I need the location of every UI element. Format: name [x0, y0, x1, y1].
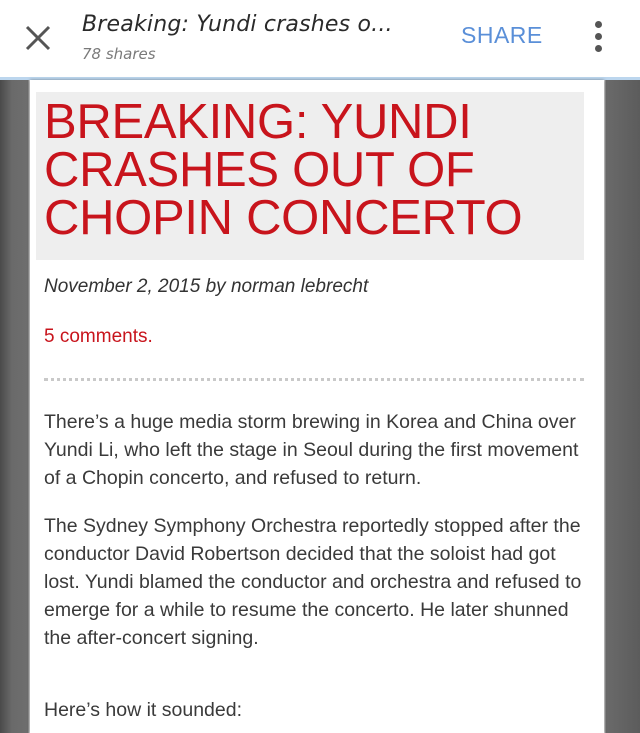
article-byline: November 2, 2015 by norman lebrecht — [44, 276, 369, 297]
article-paragraph: Here’s how it sounded: — [44, 699, 243, 721]
more-vert-icon — [595, 21, 602, 28]
share-count: 78 shares — [82, 45, 156, 63]
app-bar — [0, 0, 640, 80]
page-title: Breaking: Yundi crashes o... — [82, 12, 393, 37]
headline-box — [36, 92, 584, 260]
close-button[interactable] — [22, 22, 54, 54]
article-paragraph: The Sydney Symphony Orchestra reportedly stopped after the conductor David Robertson decided that the soloist had got lost. Yundi blamed the conductor and orchestra and refused to emerge for a while to resume the concerto. He later shunned the after-concert signing. — [44, 515, 582, 649]
more-options-button[interactable] — [588, 18, 608, 58]
more-vert-icon-dot — [595, 33, 602, 40]
share-button[interactable]: SHARE — [461, 22, 543, 48]
divider — [44, 378, 584, 381]
more-vert-icon-dot — [595, 45, 602, 52]
article-paragraph: There’s a huge media storm brewing in Korea and China over Yundi Li, who left the stage in Seoul during the first movement of a Chopin concerto, and refused to return. — [44, 411, 579, 489]
article-card — [30, 80, 604, 733]
comments-link[interactable]: 5 comments. — [44, 326, 153, 347]
title-block — [82, 10, 432, 64]
close-icon — [22, 22, 54, 54]
article-headline: BREAKING: YUNDI CRASHES OUT OF CHOPIN CONCERTO — [44, 95, 523, 245]
